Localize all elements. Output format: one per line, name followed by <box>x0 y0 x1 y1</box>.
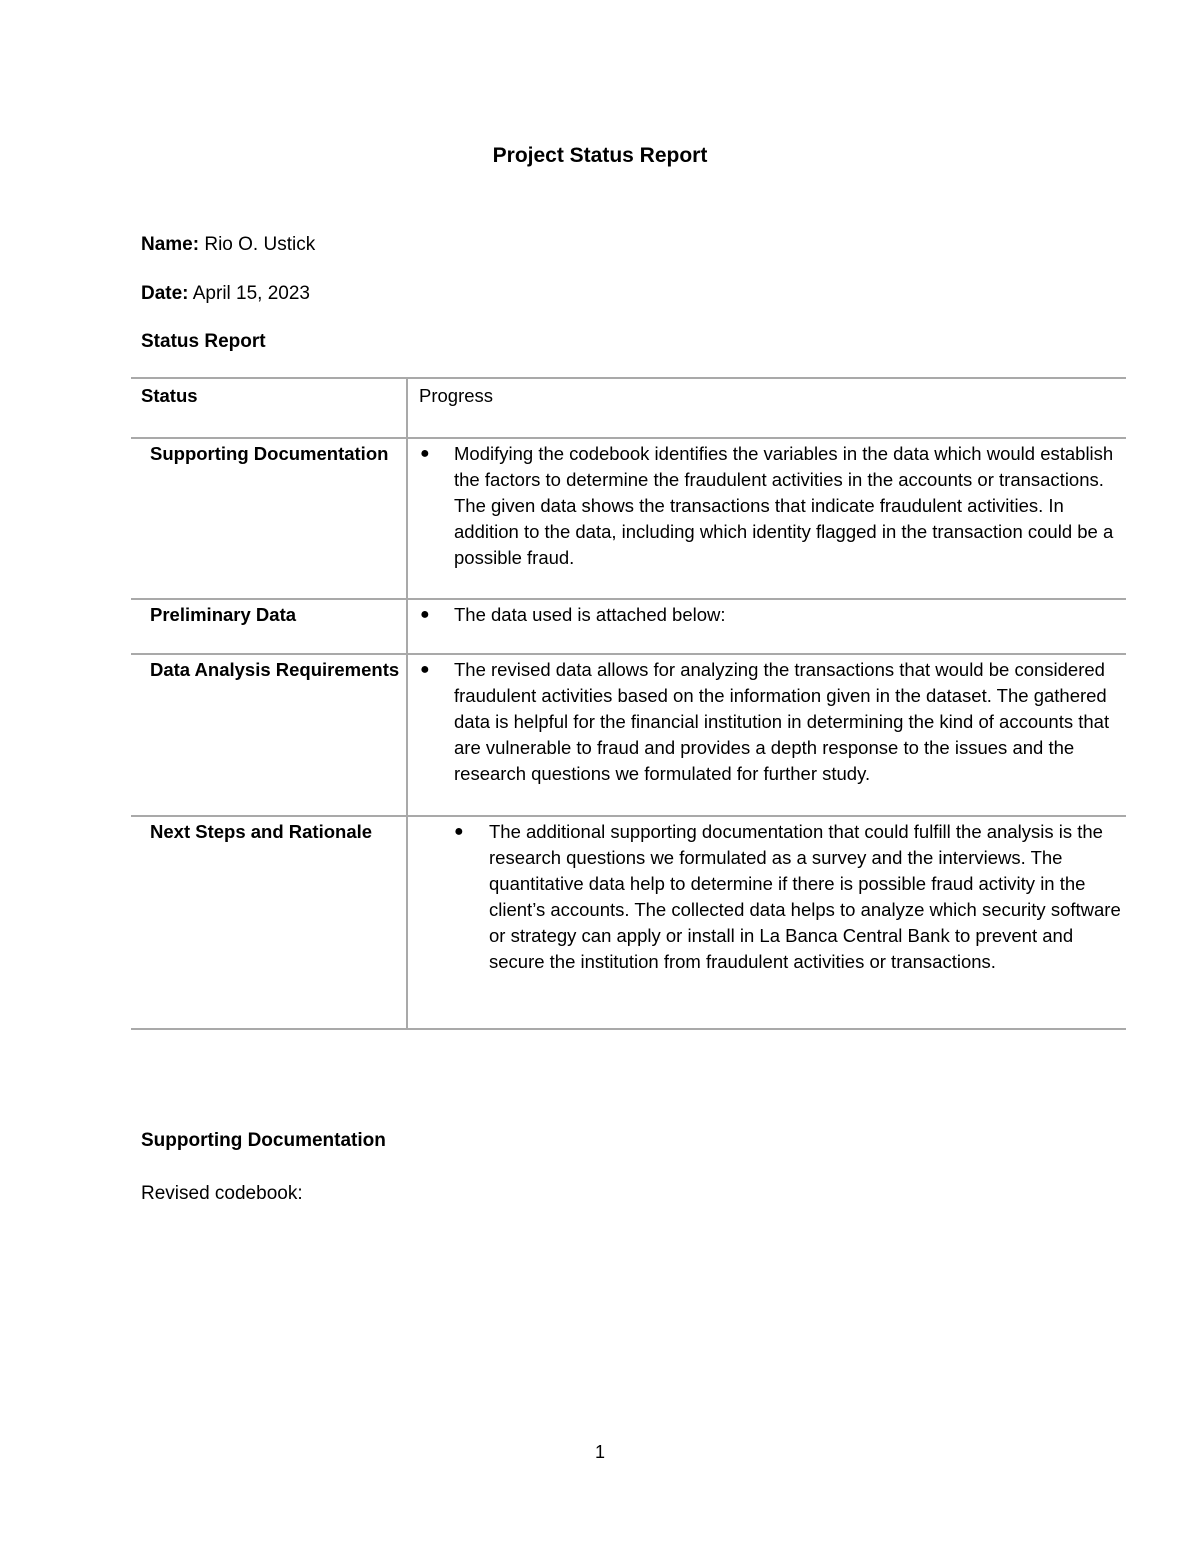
bullet-list <box>408 441 1126 571</box>
header-progress: Progress <box>407 378 1126 438</box>
bullet-list <box>408 657 1126 787</box>
table-row <box>131 438 1126 599</box>
date-value: April 15, 2023 <box>192 283 310 304</box>
name-label: Name: <box>141 234 200 255</box>
row-bullet-text: The revised data allows for analyzing the transactions that would be considered fraudulent activities based on the information given in the dataset. The gathered data is helpful for the financial institution in determining the kind of accounts that are vulnerable to fraud and provides a depth response to the issues and the research questions we formulated for further study. <box>454 659 1110 784</box>
bullet-list <box>408 819 1126 975</box>
supporting-documentation-heading: Supporting Documentation <box>141 1130 386 1151</box>
header-status: Status <box>131 378 407 438</box>
page-title: Project Status Report <box>492 144 708 167</box>
table-row <box>131 654 1126 816</box>
bullet-icon: ● <box>420 606 430 623</box>
date-line <box>141 283 310 305</box>
name-line <box>141 234 315 256</box>
row-label: Next Steps and Rationale <box>131 816 407 1029</box>
table-row <box>131 599 1126 654</box>
row-bullet-text: Modifying the codebook identifies the variables in the data which would establish the factors to determine the fraudulent activities in the accounts or transactions. The given data shows the transactions that indicate fraudulent activities. In addition to the data, including which identity flagged in the transaction could be a possible fraud. <box>454 443 1114 568</box>
date-label: Date: <box>141 283 189 304</box>
list-item <box>408 602 1126 628</box>
table-header-row <box>131 378 1126 438</box>
revised-codebook-label: Revised codebook: <box>141 1183 303 1204</box>
page-number: 1 <box>594 1442 605 1462</box>
bullet-icon: ● <box>454 823 464 840</box>
name-value: Rio O. Ustick <box>204 234 316 255</box>
row-label: Preliminary Data <box>131 599 407 654</box>
list-item <box>408 441 1126 571</box>
status-table <box>131 377 1126 1030</box>
list-item <box>408 657 1126 787</box>
bullet-icon: ● <box>420 661 430 678</box>
bullet-icon: ● <box>420 445 430 462</box>
row-label: Supporting Documentation <box>131 438 407 599</box>
row-bullet-text: The additional supporting documentation that could fulfill the analysis is the research questions we formulated as a survey and the interviews. The quantitative data help to determine if there is possible fraud activity in the client’s accounts. The collected data helps to analyze which security software or strategy can apply or install in La Banca Central Bank to prevent and secure the institution from fraudulent activities or transactions. <box>489 821 1121 972</box>
row-bullet-text: The data used is attached below: <box>454 604 726 625</box>
row-label: Data Analysis Requirements <box>131 654 407 816</box>
table-row <box>131 816 1126 1029</box>
status-report-heading: Status Report <box>141 331 266 352</box>
bullet-list <box>408 602 1126 628</box>
list-item <box>408 819 1126 975</box>
